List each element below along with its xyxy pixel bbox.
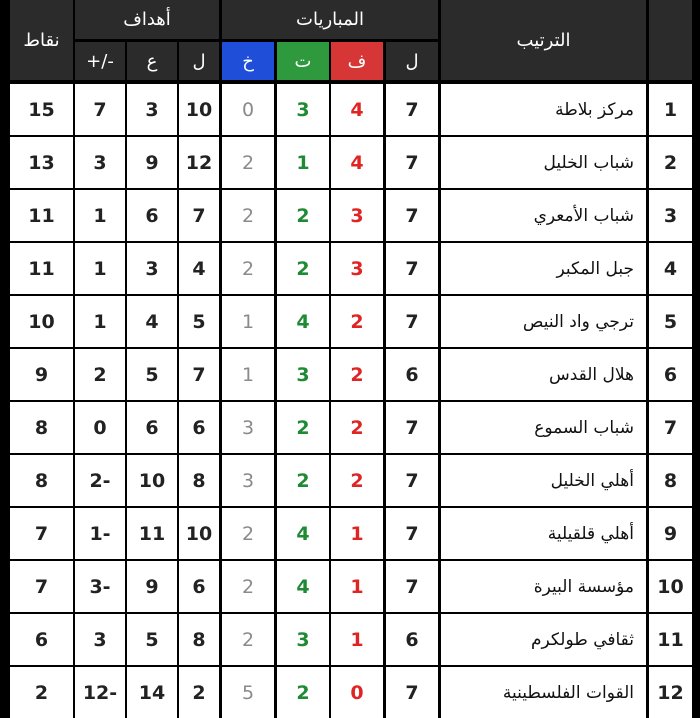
drawn-cell: 1: [277, 137, 329, 188]
goal-diff-cell: 2-: [75, 455, 125, 506]
goals-for-cell: 8: [179, 455, 219, 506]
goals-for-cell: 4: [179, 243, 219, 294]
goal-diff-cell: 0: [75, 402, 125, 453]
goals-against-cell: 5: [127, 614, 177, 665]
header-rank-label: الترتيب: [441, 0, 646, 80]
header-goals-against: ع: [127, 42, 177, 80]
goals-for-cell: 7: [179, 190, 219, 241]
played-cell: 7: [386, 190, 438, 241]
goal-diff-cell: 7: [75, 84, 125, 135]
goals-against-cell: 14: [127, 667, 177, 718]
goal-diff-cell: 1: [75, 243, 125, 294]
points-cell: 9: [10, 349, 73, 400]
goals-for-cell: 6: [179, 402, 219, 453]
goals-for-cell: 8: [179, 614, 219, 665]
points-cell: 6: [10, 614, 73, 665]
won-cell: 2: [331, 402, 383, 453]
played-cell: 7: [386, 137, 438, 188]
header-goal-diff: +/-: [75, 42, 125, 80]
goals-for-cell: 12: [179, 137, 219, 188]
points-cell: 10: [10, 296, 73, 347]
goals-against-cell: 11: [127, 508, 177, 559]
goals-for-cell: 2: [179, 667, 219, 718]
lost-cell: 5: [222, 667, 274, 718]
won-cell: 4: [331, 137, 383, 188]
rank-cell: 12: [649, 667, 692, 718]
header-matches-group: المباريات: [222, 0, 438, 39]
rank-cell: 1: [649, 84, 692, 135]
header-rank-blank: [649, 0, 692, 80]
header-goals-group: أهداف: [75, 0, 219, 39]
lost-cell: 2: [222, 614, 274, 665]
team-name[interactable]: مركز بلاطة: [441, 84, 646, 135]
drawn-cell: 4: [277, 561, 329, 612]
team-name[interactable]: هلال القدس: [441, 349, 646, 400]
goals-against-cell: 9: [127, 561, 177, 612]
won-cell: 4: [331, 84, 383, 135]
team-name[interactable]: شباب الخليل: [441, 137, 646, 188]
goal-diff-cell: 12-: [75, 667, 125, 718]
played-cell: 6: [386, 614, 438, 665]
goals-for-cell: 5: [179, 296, 219, 347]
played-cell: 7: [386, 402, 438, 453]
won-cell: 1: [331, 614, 383, 665]
drawn-cell: 2: [277, 243, 329, 294]
team-name[interactable]: شباب الأمعري: [441, 190, 646, 241]
header-won: ف: [331, 42, 383, 80]
drawn-cell: 3: [277, 349, 329, 400]
goal-diff-cell: 3: [75, 137, 125, 188]
goal-diff-cell: 1: [75, 296, 125, 347]
drawn-cell: 3: [277, 84, 329, 135]
drawn-cell: 2: [277, 667, 329, 718]
rank-cell: 4: [649, 243, 692, 294]
points-cell: 7: [10, 561, 73, 612]
goal-diff-cell: 1-: [75, 508, 125, 559]
lost-cell: 0: [222, 84, 274, 135]
team-name[interactable]: أهلي الخليل: [441, 455, 646, 506]
won-cell: 3: [331, 243, 383, 294]
rank-cell: 9: [649, 508, 692, 559]
played-cell: 7: [386, 296, 438, 347]
won-cell: 1: [331, 561, 383, 612]
played-cell: 6: [386, 349, 438, 400]
team-name[interactable]: ترجي واد النيص: [441, 296, 646, 347]
drawn-cell: 4: [277, 296, 329, 347]
goals-against-cell: 6: [127, 402, 177, 453]
played-cell: 7: [386, 667, 438, 718]
lost-cell: 3: [222, 455, 274, 506]
rank-cell: 6: [649, 349, 692, 400]
team-name[interactable]: شباب السموع: [441, 402, 646, 453]
played-cell: 7: [386, 455, 438, 506]
lost-cell: 2: [222, 561, 274, 612]
won-cell: 2: [331, 296, 383, 347]
rank-cell: 2: [649, 137, 692, 188]
drawn-cell: 4: [277, 508, 329, 559]
points-cell: 11: [10, 190, 73, 241]
points-cell: 8: [10, 455, 73, 506]
goals-against-cell: 5: [127, 349, 177, 400]
won-cell: 1: [331, 508, 383, 559]
header-lost: خ: [222, 42, 274, 80]
goal-diff-cell: 1: [75, 190, 125, 241]
drawn-cell: 3: [277, 614, 329, 665]
lost-cell: 2: [222, 508, 274, 559]
won-cell: 0: [331, 667, 383, 718]
drawn-cell: 2: [277, 455, 329, 506]
goals-against-cell: 4: [127, 296, 177, 347]
header-played: ل: [386, 42, 438, 80]
header-points: نقاط: [10, 0, 73, 80]
lost-cell: 1: [222, 349, 274, 400]
goals-against-cell: 6: [127, 190, 177, 241]
rank-cell: 7: [649, 402, 692, 453]
lost-cell: 2: [222, 137, 274, 188]
goal-diff-cell: 3: [75, 614, 125, 665]
rank-cell: 3: [649, 190, 692, 241]
goal-diff-cell: 3-: [75, 561, 125, 612]
header-goals-for: ل: [179, 42, 219, 80]
team-name[interactable]: أهلي قلقيلية: [441, 508, 646, 559]
goal-diff-cell: 2: [75, 349, 125, 400]
header-drawn: ت: [277, 42, 329, 80]
goals-for-cell: 7: [179, 349, 219, 400]
played-cell: 7: [386, 84, 438, 135]
played-cell: 7: [386, 243, 438, 294]
goals-for-cell: 6: [179, 561, 219, 612]
goals-against-cell: 10: [127, 455, 177, 506]
goals-against-cell: 3: [127, 243, 177, 294]
goals-for-cell: 10: [179, 508, 219, 559]
drawn-cell: 2: [277, 402, 329, 453]
team-name[interactable]: القوات الفلسطينية: [441, 667, 646, 718]
rank-cell: 11: [649, 614, 692, 665]
points-cell: 8: [10, 402, 73, 453]
points-cell: 2: [10, 667, 73, 718]
played-cell: 7: [386, 561, 438, 612]
rank-cell: 10: [649, 561, 692, 612]
points-cell: 13: [10, 137, 73, 188]
lost-cell: 1: [222, 296, 274, 347]
won-cell: 2: [331, 349, 383, 400]
team-name[interactable]: جبل المكبر: [441, 243, 646, 294]
won-cell: 3: [331, 190, 383, 241]
rank-cell: 8: [649, 455, 692, 506]
goals-against-cell: 3: [127, 84, 177, 135]
played-cell: 7: [386, 508, 438, 559]
lost-cell: 2: [222, 243, 274, 294]
drawn-cell: 2: [277, 190, 329, 241]
points-cell: 7: [10, 508, 73, 559]
goals-for-cell: 10: [179, 84, 219, 135]
lost-cell: 2: [222, 190, 274, 241]
points-cell: 11: [10, 243, 73, 294]
points-cell: 15: [10, 84, 73, 135]
won-cell: 2: [331, 455, 383, 506]
rank-cell: 5: [649, 296, 692, 347]
team-name[interactable]: ثقافي طولكرم: [441, 614, 646, 665]
lost-cell: 3: [222, 402, 274, 453]
goals-against-cell: 9: [127, 137, 177, 188]
team-name[interactable]: مؤسسة البيرة: [441, 561, 646, 612]
